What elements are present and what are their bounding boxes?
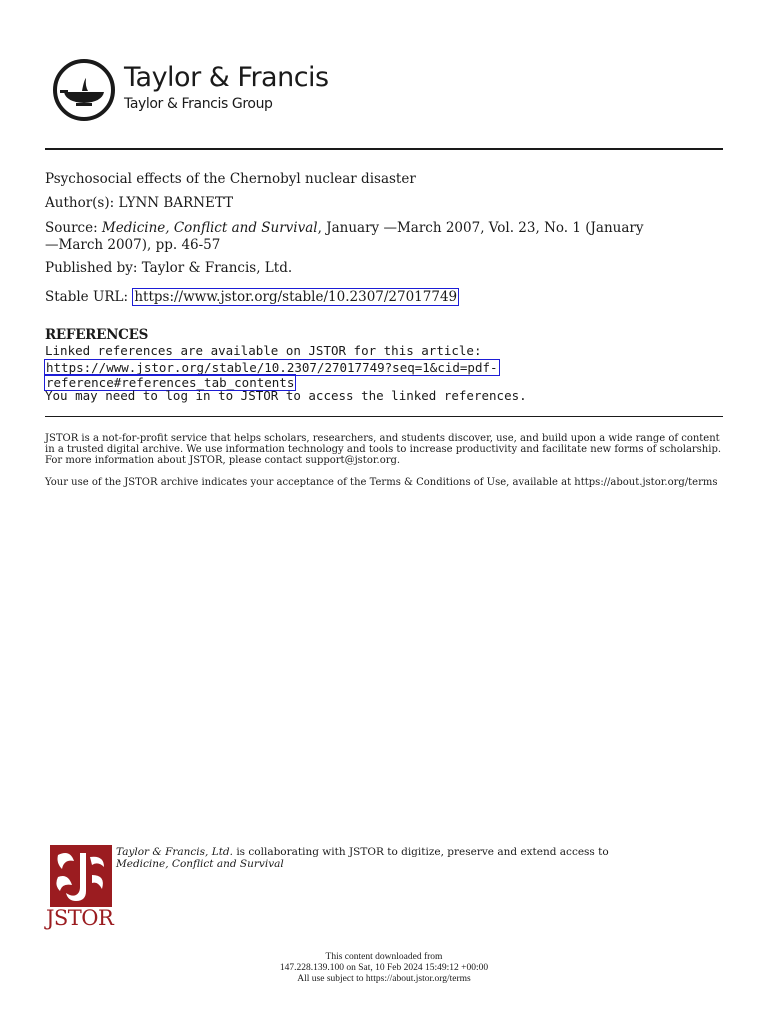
footer-terms-line: All use subject to https://about.jstor.org/terms (297, 974, 471, 984)
published-by-line (45, 260, 292, 277)
references-link-line1[interactable]: https://www.jstor.org/stable/10.2307/27017749?seq=1&cid=pdf- (46, 360, 498, 375)
references-link-line2[interactable]: reference#references_tab_contents (46, 375, 295, 390)
publisher-name: Taylor & Francis (124, 62, 329, 93)
jstor-wordmark: JSTOR (46, 906, 114, 930)
source-details: , January —March 2007, Vol. 23, No. 1 (January (317, 220, 644, 236)
stable-url-line (45, 289, 459, 306)
references-intro: Linked references are available on JSTOR for this article: (45, 343, 482, 358)
published-by-label: Published by: (45, 260, 138, 276)
authors-value: LYNN BARNETT (118, 195, 234, 211)
published-by-value: Taylor & Francis, Ltd. (141, 260, 293, 276)
journal-title: Medicine, Conflict and Survival (101, 220, 318, 236)
collaboration-text (116, 846, 609, 870)
source-label: Source: (45, 220, 98, 236)
top-divider (45, 148, 723, 150)
publisher-logo (52, 58, 352, 122)
terms-notice: Your use of the JSTOR archive indicates your acceptance of the Terms & Conditions of Use, available at https://about.jstor.org/terms (45, 477, 718, 488)
footer-download-line: This content downloaded from (325, 952, 443, 962)
middle-divider (45, 416, 723, 417)
stable-url-link[interactable]: https://www.jstor.org/stable/10.2307/27017749 (134, 289, 458, 305)
publisher-group: Taylor & Francis Group (124, 96, 273, 112)
jstor-logo-icon (50, 845, 112, 907)
source-details-cont: —March 2007), pp. 46-57 (45, 237, 221, 253)
authors-label: Author(s): (45, 195, 115, 211)
references-heading: REFERENCES (45, 327, 149, 343)
collaboration-statement: is collaborating with JSTOR to digitize, preserve and extend access to (232, 846, 609, 858)
stable-url-label: Stable URL: (45, 289, 129, 305)
references-login-note: You may need to log in to JSTOR to access the linked references. (45, 388, 527, 403)
oil-lamp-logo-icon (52, 58, 116, 122)
footer-ip-timestamp: 147.228.139.100 on Sat, 10 Feb 2024 15:49:12 +00:00 (279, 963, 489, 973)
source-line (45, 220, 725, 254)
authors-line (45, 195, 233, 212)
article-title: Psychosocial effects of the Chernobyl nuclear disaster (45, 171, 416, 187)
jstor-about-notice: JSTOR is a not-for-profit service that helps scholars, researchers, and students discover, use, and build upon a wide range of content in a trusted digital archive. We use information technology and tools to increase productivity and facilitate new forms of scholarship. For more information about JSTOR, please contact support@jstor.org. (45, 433, 722, 466)
collaboration-partner: Taylor & Francis, Ltd. (116, 846, 233, 858)
collaboration-journal: Medicine, Conflict and Survival (116, 858, 284, 870)
